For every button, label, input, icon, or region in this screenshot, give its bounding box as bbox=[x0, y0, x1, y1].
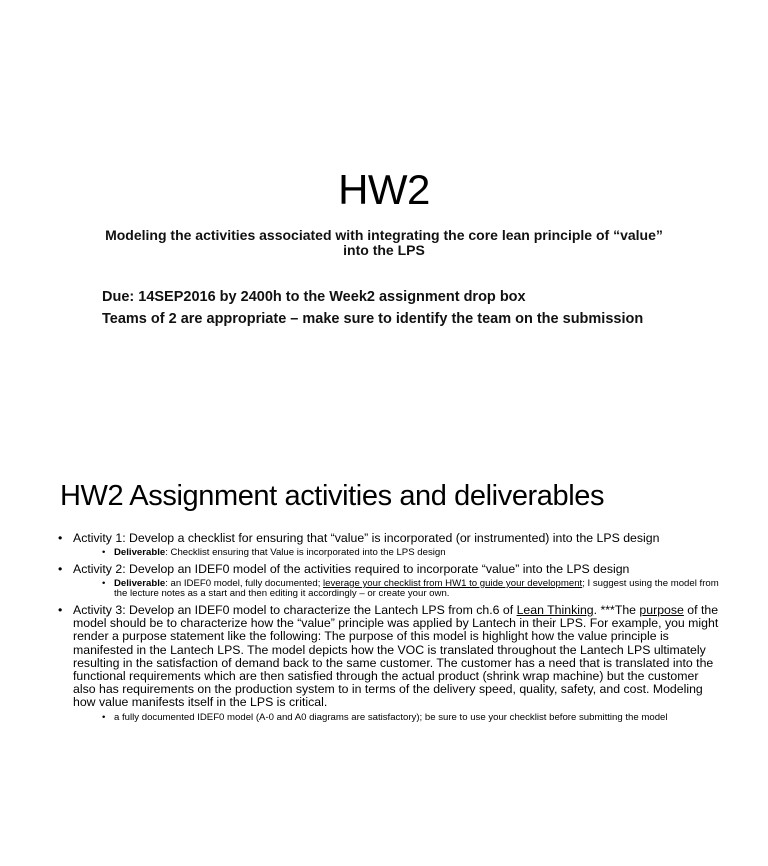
slide-title bbox=[0, 0, 768, 432]
slide-subtitle: Modeling the activities associated with integrating the core lean principle of “value” into the LPS bbox=[105, 227, 663, 258]
activity-3-text: Activity 3: Develop an IDEF0 model to characterize the Lantech LPS from ch.6 of bbox=[73, 602, 517, 617]
due-info bbox=[102, 286, 748, 330]
activity-3-text-2: . ***The bbox=[593, 602, 640, 617]
purpose-word: purpose bbox=[639, 602, 684, 617]
activity-1-deliverable bbox=[102, 548, 720, 559]
deliverable-label: Deliverable bbox=[114, 577, 166, 589]
checklist-guidance: leverage your checklist from HW1 to guide your development bbox=[323, 577, 583, 589]
deliverable-text: : Checklist ensuring that Value is incorporated into the LPS design bbox=[165, 547, 446, 559]
book-title: Lean Thinking bbox=[516, 602, 594, 617]
deliverable-text-continued: ; I suggest using the model from the lecture notes as a start and then editing it accordingly – or create your own. bbox=[114, 577, 719, 600]
activity-1 bbox=[58, 532, 720, 559]
deliverable-text: a fully documented IDEF0 model (A-0 and A0 diagrams are satisfactory); be sure to use your checklist before submitting the model bbox=[114, 711, 668, 723]
activity-3-deliverable bbox=[102, 713, 720, 724]
activity-list bbox=[58, 532, 720, 727]
slide-title-heading: HW2 bbox=[338, 166, 430, 213]
slide-assignment bbox=[0, 434, 768, 866]
due-date-line: Due: 14SEP2016 by 2400h to the Week2 assignment drop box bbox=[102, 289, 526, 305]
activity-3 bbox=[58, 604, 720, 723]
assignment-heading: HW2 Assignment activities and deliverables bbox=[60, 480, 605, 512]
activity-2-text: Activity 2: Develop an IDEF0 model of the activities required to incorporate “value” into the LPS design bbox=[73, 561, 630, 576]
activity-1-text: Activity 1: Develop a checklist for ensuring that “value” is incorporated (or instrumented) into the LPS design bbox=[73, 531, 660, 545]
activity-2 bbox=[58, 563, 720, 600]
deliverable-label: Deliverable bbox=[114, 547, 166, 559]
teams-line: Teams of 2 are appropriate – make sure to identify the team on the submission bbox=[102, 311, 644, 327]
activity-2-deliverable bbox=[102, 579, 720, 600]
deliverable-text: : an IDEF0 model, fully documented; bbox=[165, 577, 324, 589]
activity-3-text-3: of the model should be to characterize how the “value” principle was applied by Lantech in their LPS. For example, you might render a purpose statement like the following: The purpose of this model is highlight how the value principle is manifested in the Lantech LPS. The model depicts how the VOC is translated throughout the Lantech LPS ultimately resulting in the satisfaction of demand back to the same customer. The customer has a need that is translated into the functional requirements which are then satisfied through the actual product (shrink wrap machine) but the customer also has requirements on the production system to in terms of the delivery speed, quality, safety, and cost. Modeling how value manifests itself in the LPS is critical. bbox=[73, 602, 719, 710]
